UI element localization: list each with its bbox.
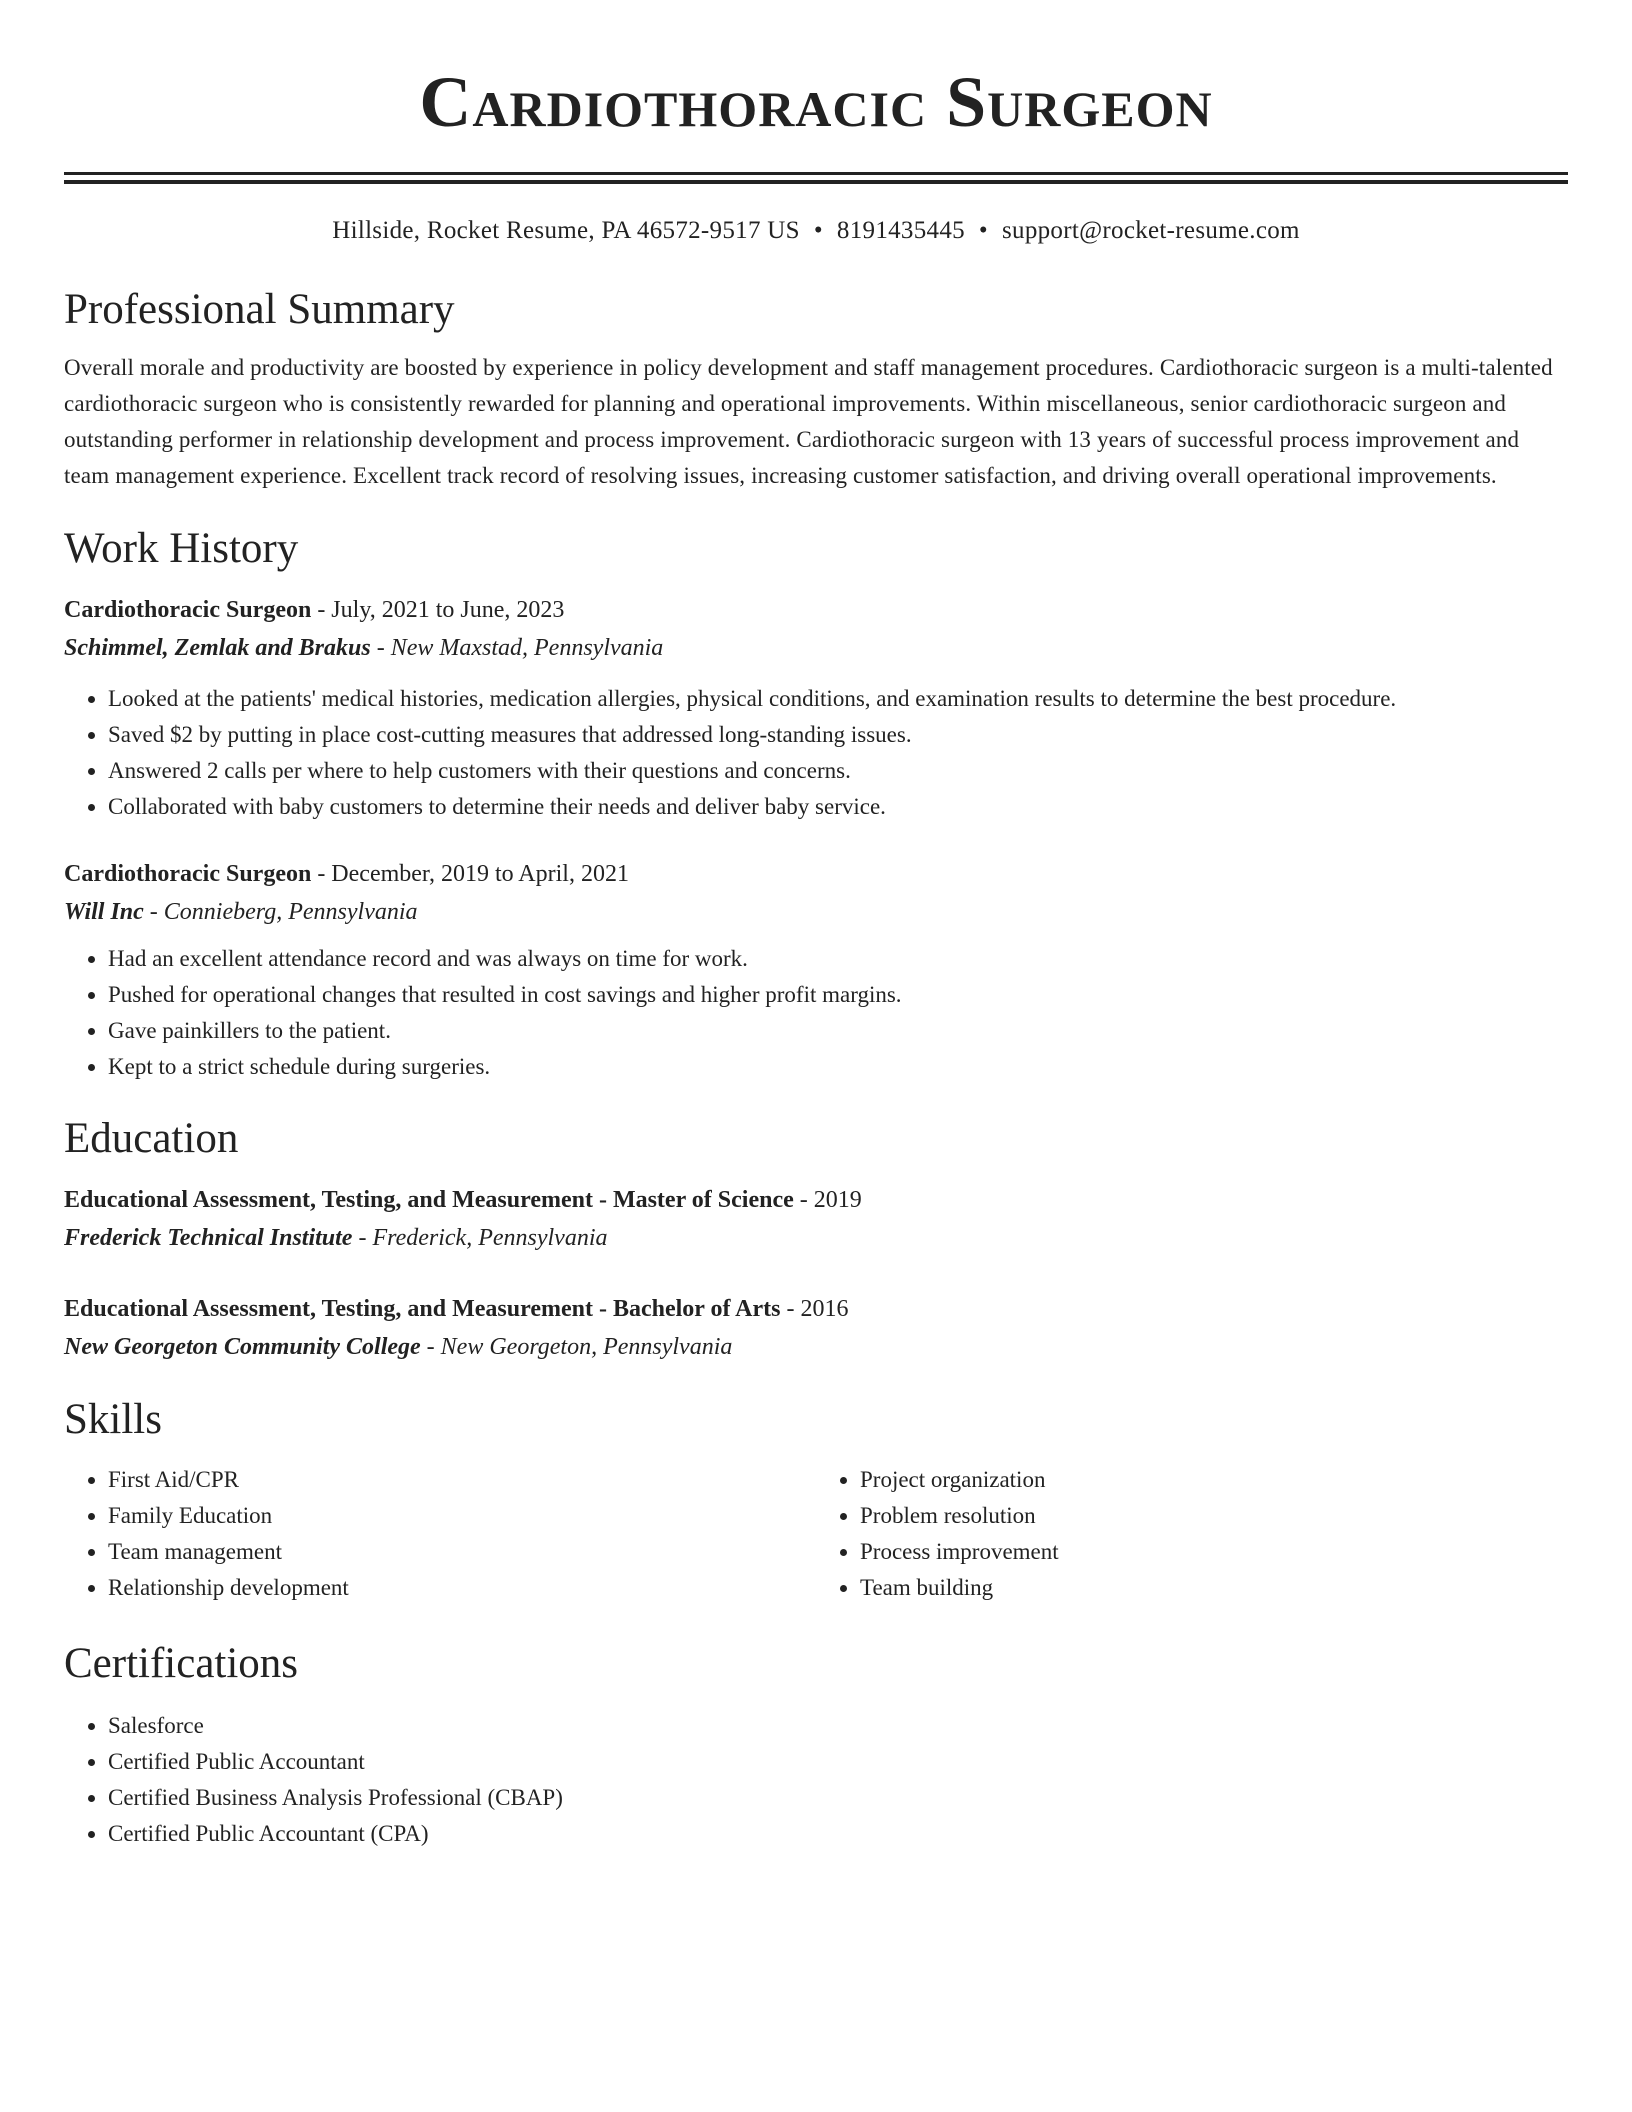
list-item: • Certified Public Accountant [108,1744,1568,1780]
job-company-line [64,893,1568,931]
school-line [64,1219,1568,1257]
list-item: • Collaborated with baby customers to determine their needs and deliver baby service. [108,789,1568,825]
skills-columns [64,1462,1568,1606]
contact-address: Hillside, Rocket Resume, PA 46572-9517 US [332,217,800,244]
job-location: - Connieberg, Pennsylvania [143,899,418,925]
contact-separator: • [813,217,823,244]
section-heading-education: Education [64,1115,239,1162]
job-location: - New Maxstad, Pennsylvania [370,635,664,661]
job-title: Cardiothoracic Surgeon [64,597,312,623]
list-item: • Certified Public Accountant (CPA) [108,1816,1568,1852]
section-heading-work-history: Work History [64,525,299,572]
job-title-line [64,855,1568,893]
certifications-list [64,1708,1568,1852]
summary-text: Overall morale and productivity are boosted by experience in policy development and staff management procedures. Cardiothoracic surgeon is a multi-talented cardiothoracic surgeon who is consistently rewarded for planning and operational improvements. Within miscellaneous, senior cardiothoracic surgeon and outstanding performer in relationship development and process improvement. Cardiothoracic surgeon with 13 years of successful process improvement and team management experience. Excellent track record of resolving issues, increasing customer satisfaction, and driving overall operational improvements. [64,355,1553,488]
list-item: • Salesforce [108,1708,1568,1744]
job-bullet-list [64,941,1568,1085]
school-line [64,1328,1568,1366]
job-dates: - December, 2019 to April, 2021 [311,861,629,887]
job-entry [64,855,1568,1085]
list-item: • Looked at the patients' medical histories, medication allergies, physical conditions, and examination results to determine the best procedure. [108,681,1568,717]
education-entry [64,1290,1568,1366]
education-entry [64,1181,1568,1257]
degree-line [64,1290,1568,1328]
job-bullet-list [64,681,1568,825]
job-entry [64,591,1568,825]
list-item: • Team management [108,1534,816,1570]
list-item: • Relationship development [108,1570,816,1606]
list-item: • Family Education [108,1498,816,1534]
school: Frederick Technical Institute [64,1225,353,1251]
list-item: • Answered 2 calls per where to help customers with their questions and concerns. [108,753,1568,789]
job-title-line [64,591,1568,629]
title-double-rule [64,172,1568,184]
list-item: • Had an excellent attendance record and was always on time for work. [108,941,1568,977]
job-company: Schimmel, Zemlak and Brakus [64,635,371,661]
list-item: • Gave painkillers to the patient. [108,1013,1568,1049]
job-title: Cardiothoracic Surgeon [64,861,312,887]
list-item: • Certified Business Analysis Professional (CBAP) [108,1780,1568,1816]
school-location: - New Georgeton, Pennsylvania [420,1334,733,1360]
degree-year: - 2016 [780,1296,849,1322]
degree: Educational Assessment, Testing, and Measurement - Master of Science [64,1187,794,1213]
contact-phone: 8191435445 [836,217,965,244]
degree-line [64,1181,1568,1219]
job-dates: - July, 2021 to June, 2023 [311,597,565,623]
section-heading-summary: Professional Summary [64,286,455,333]
list-item: • Pushed for operational changes that resulted in cost savings and higher profit margins. [108,977,1568,1013]
section-heading-skills: Skills [64,1396,162,1443]
list-item: • Project organization [860,1462,1568,1498]
list-item: • First Aid/CPR [108,1462,816,1498]
school: New Georgeton Community College [64,1334,421,1360]
job-company: Will Inc [64,899,144,925]
degree-year: - 2019 [793,1187,862,1213]
degree: Educational Assessment, Testing, and Measurement - Bachelor of Arts [64,1296,781,1322]
school-location: - Frederick, Pennsylvania [352,1225,608,1251]
list-item: • Problem resolution [860,1498,1568,1534]
job-company-line [64,629,1568,667]
resume-title: Cardiothoracic Surgeon [419,62,1213,142]
section-heading-certifications: Certifications [64,1640,299,1687]
list-item: • Saved $2 by putting in place cost-cutting measures that addressed long-standing issues. [108,717,1568,753]
skills-list-right [816,1462,1568,1606]
list-item: • Team building [860,1570,1568,1606]
contact-line [64,214,1568,248]
skills-list-left [64,1462,816,1606]
contact-email: support@rocket-resume.com [1001,217,1300,244]
list-item: • Kept to a strict schedule during surgeries. [108,1049,1568,1085]
list-item: • Process improvement [860,1534,1568,1570]
contact-separator: • [978,217,988,244]
